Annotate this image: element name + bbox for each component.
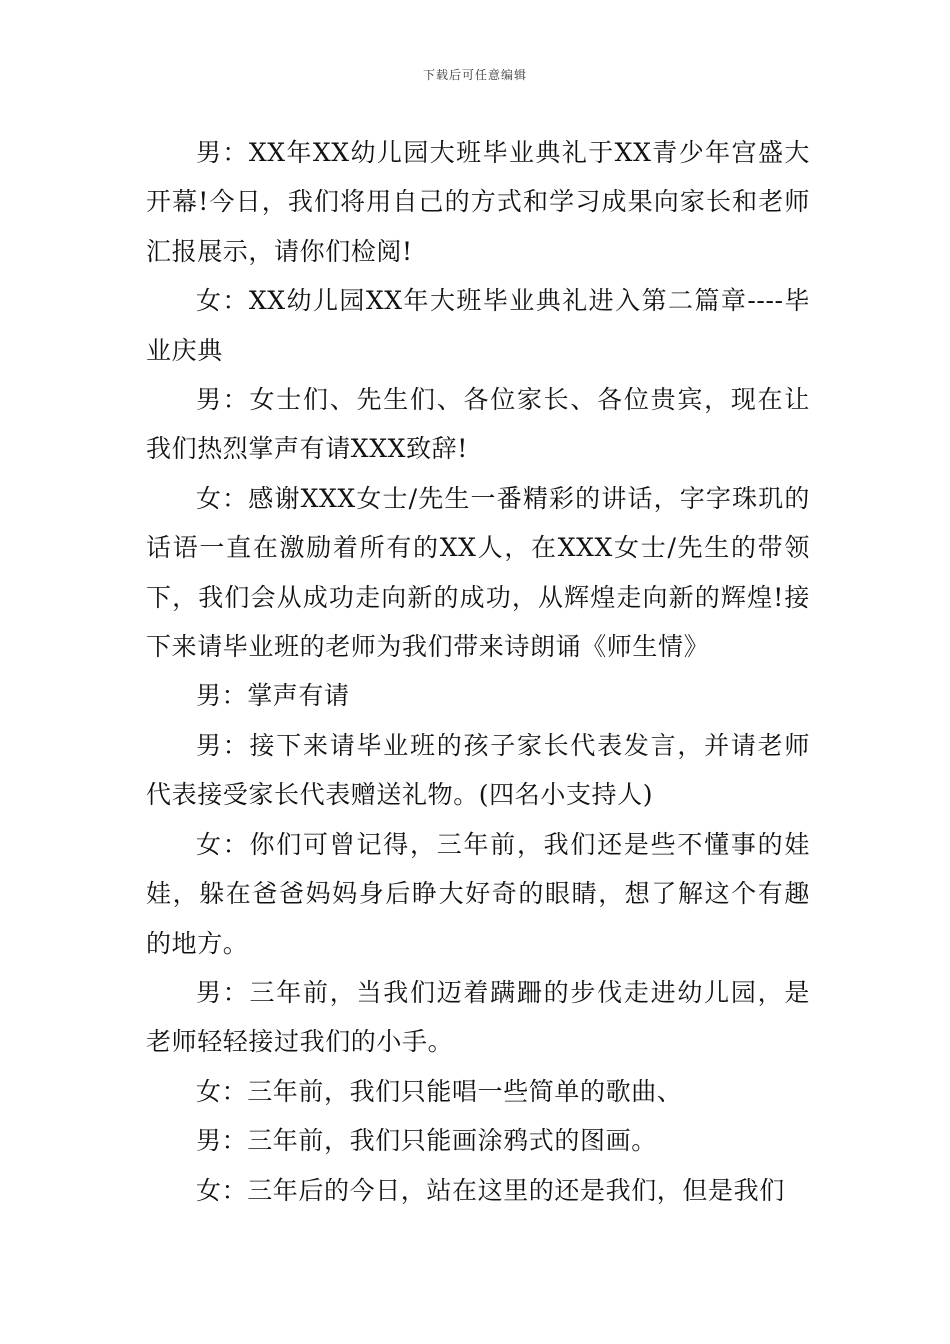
paragraph: 女：你们可曾记得，三年前，我们还是些不懂事的娃娃，躲在爸爸妈妈身后睁大好奇的眼睛，想了解这个有趣的地方。: [146, 829, 810, 958]
paragraph: 男：三年前，我们只能画涂鸦式的图画。: [196, 1126, 657, 1156]
document-body: [146, 128, 810, 1215]
paragraph: 男：接下来请毕业班的孩子家长代表发言，并请老师代表接受家长代表赠送礼物。(四名小支持人): [146, 730, 810, 810]
paragraph: 男：三年前，当我们迈着蹒跚的步伐走进幼儿园，是老师轻轻接过我们的小手。: [146, 977, 810, 1057]
paragraph: 女：XX幼儿园XX年大班毕业典礼进入第二篇章----毕业庆典: [146, 286, 810, 365]
paragraph: 女：三年前，我们只能唱一些简单的歌曲、: [196, 1076, 683, 1106]
paragraph: 女：三年后的今日，站在这里的还是我们，但是我们: [196, 1175, 785, 1205]
paragraph: 女：感谢XXX女士/先生一番精彩的讲话，字字珠玑的话语一直在激励着所有的XX人，在XXX女士/先生的带领下，我们会从成功走向新的成功，从辉煌走向新的辉煌!接下来请毕业班的老师为我们带来诗朗诵《师生情》: [146, 483, 810, 662]
paragraph: 男：XX年XX幼儿园大班毕业典礼于XX青少年宫盛大开幕!今日，我们将用自己的方式和学习成果向家长和老师汇报展示，请你们检阅!: [146, 138, 810, 266]
page-header-note: 下载后可任意编辑: [422, 68, 527, 82]
paragraph: 男：女士们、先生们、各位家长、各位贵宾，现在让我们热烈掌声有请XXX致辞!: [146, 385, 810, 464]
paragraph: 男：掌声有请: [196, 681, 350, 711]
